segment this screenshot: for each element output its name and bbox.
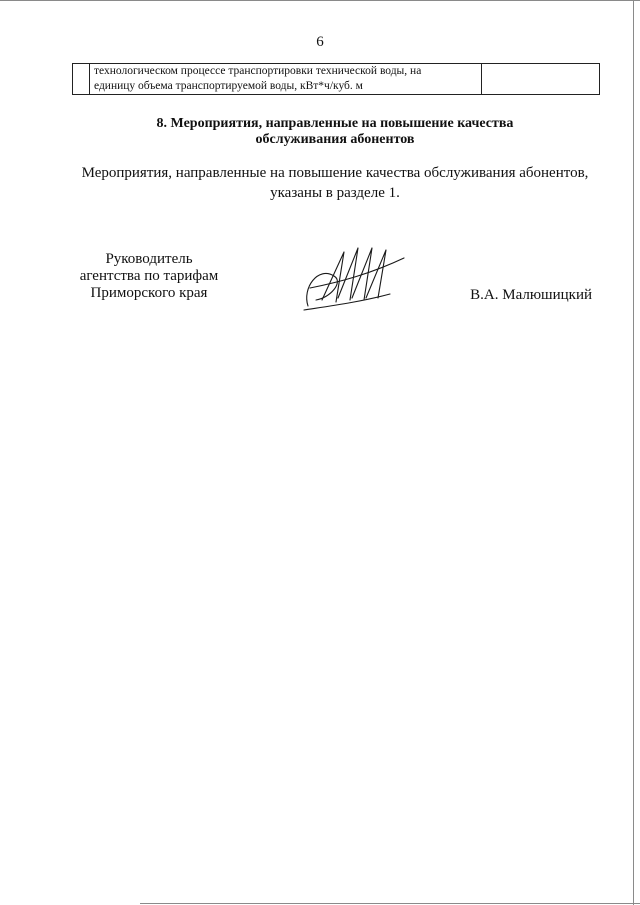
scan-edge-line	[0, 0, 640, 1]
section-body-line: Мероприятия, направленные на повышение качества обслуживания абонентов,	[81, 165, 589, 181]
table-fragment	[72, 63, 600, 95]
scan-edge-line	[140, 903, 640, 904]
signer-name: В.А. Малюшицкий	[470, 287, 592, 303]
table-row	[73, 64, 600, 95]
scan-edge-line	[633, 0, 634, 905]
section-heading-line: обслуживания абонентов	[255, 132, 415, 147]
table-cell-line: технологическом процессе транспортировки технической воды, на	[94, 65, 422, 77]
section-body-line: указаны в разделе 1.	[270, 185, 400, 201]
signer-title-line: агентства по тарифам	[79, 268, 219, 284]
section-body	[0, 163, 640, 203]
section-heading-line: 8. Мероприятия, направленные на повышение качества	[156, 116, 514, 131]
handwritten-signature	[300, 236, 410, 316]
signer-title-line: Приморского края	[90, 285, 208, 301]
table-cell-line: единицу объема транспортируемой воды, кВт*ч/куб. м	[94, 80, 363, 92]
table-cell-value	[482, 64, 600, 95]
signer-title	[74, 251, 224, 302]
table-cell-number	[73, 64, 90, 95]
page-number: 6	[316, 34, 324, 50]
table-cell-indicator	[90, 64, 482, 95]
signer-title-line: Руководитель	[105, 251, 193, 267]
section-heading	[0, 116, 640, 148]
